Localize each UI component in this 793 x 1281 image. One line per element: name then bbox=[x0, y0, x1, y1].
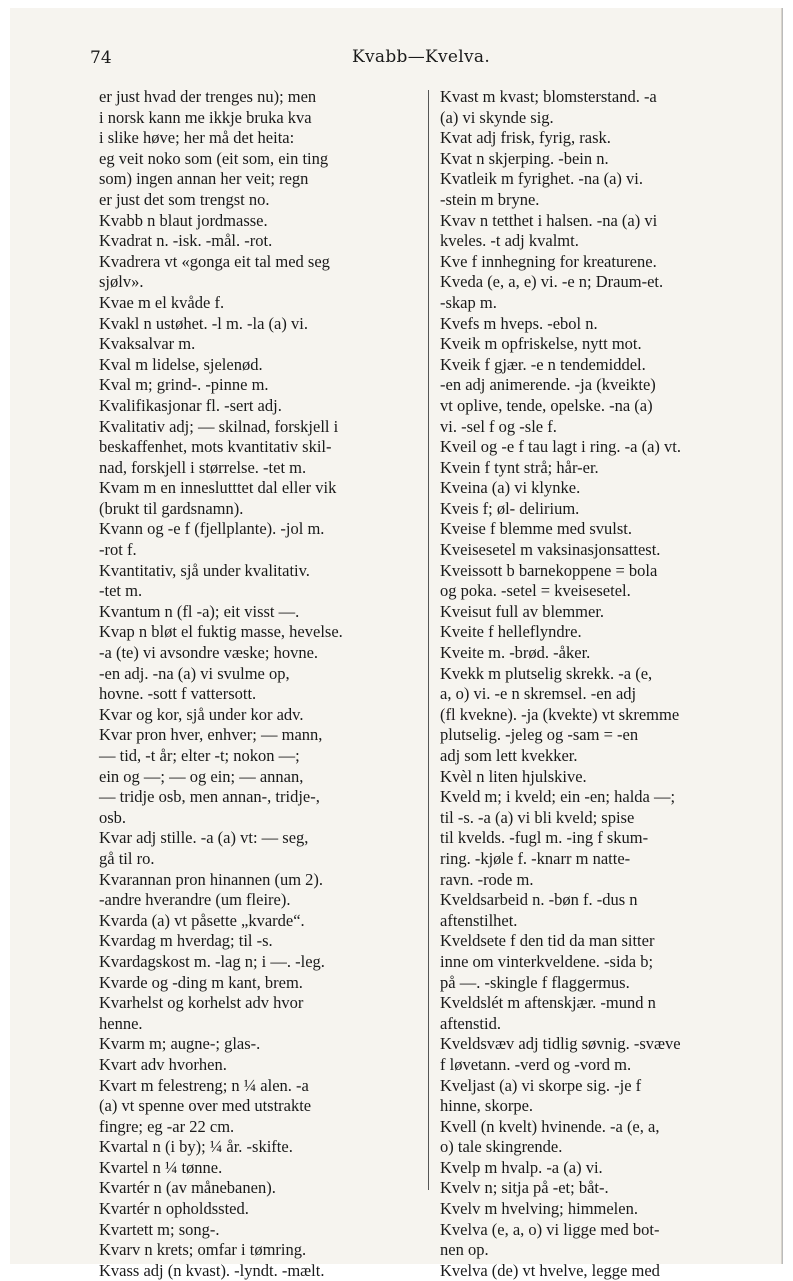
entry-line: ravn. -rode m. bbox=[440, 869, 534, 889]
right-column bbox=[440, 87, 766, 1281]
entry-line: Kvarm m; augne-; glas-. bbox=[99, 1034, 261, 1054]
entry-line: Kvardag m hverdag; til -s. bbox=[99, 931, 273, 951]
entry-line: beskaffenhet, mots kvantitativ skil- bbox=[99, 437, 332, 457]
entry-line: Kvat adj frisk, fyrig, rask. bbox=[440, 128, 611, 148]
entry-line: -en adj. -na (a) vi svulme op, bbox=[99, 663, 290, 683]
entry-line: Kval m; grind-. -pinne m. bbox=[99, 375, 269, 395]
entry-line: (a) vi skynde sig. bbox=[440, 107, 554, 127]
entry-line: Kvae m el kvåde f. bbox=[99, 292, 225, 312]
entry-line: Kveda (e, a, e) vi. -e n; Draum-et. bbox=[440, 272, 664, 292]
entry-line: Kvartett m; song-. bbox=[99, 1219, 220, 1239]
entry-line: Kvarv n krets; omfar i tømring. bbox=[99, 1240, 307, 1260]
entry-line: Kvarde og -ding m kant, brem. bbox=[99, 972, 303, 992]
entry-line: Kveisesetel m vaksinasjonsattest. bbox=[440, 540, 661, 560]
entry-line: Kvekk m plutselig skrekk. -a (e, bbox=[440, 663, 653, 683]
entry-line: -rot f. bbox=[99, 540, 137, 560]
entry-line: kveles. -t adj kvalmt. bbox=[440, 231, 579, 251]
entry-line: Kveite m. -brød. -åker. bbox=[440, 643, 591, 663]
entry-line: Kveldsete f den tid da man sitter bbox=[440, 931, 655, 951]
entry-line: Kvarda (a) vt påsette „kvarde“. bbox=[99, 910, 305, 930]
entry-line: Kvèl n liten hjulskive. bbox=[440, 766, 587, 786]
entry-line: — tid, -t år; elter -t; nokon —; bbox=[99, 746, 300, 765]
entry-line: Kveldslét m aftenskjær. -mund n bbox=[440, 993, 656, 1013]
entry-line: aftenstilhet. bbox=[440, 910, 518, 930]
entry-line: (a) vt spenne over med utstrakte bbox=[99, 1096, 312, 1116]
entry-line: Kvast m kvast; blomsterstand. -a bbox=[440, 87, 657, 106]
entry-line: inne om vinterkveldene. -sida b; bbox=[440, 951, 654, 971]
entry-line: Kvardagskost m. -lag n; i —. -leg. bbox=[99, 951, 325, 971]
entry-line: (fl kvekne). -ja (kvekte) vt skremme bbox=[440, 704, 680, 724]
running-head: Kvabb—Kvelva. bbox=[352, 47, 491, 67]
entry-line: Kvantum n (fl -a); eit visst —. bbox=[99, 601, 300, 621]
entry-line: gå til ro. bbox=[99, 848, 155, 868]
entry-line: -andre hverandre (um fleire). bbox=[99, 890, 291, 910]
entry-line: nad, forskjell i størrelse. -tet m. bbox=[99, 457, 307, 477]
entry-line: Kveik m opfriskelse, nytt mot. bbox=[440, 334, 642, 354]
entry-line: som) ingen annan her veit; regn bbox=[99, 169, 309, 189]
entry-line: Kvart m felestreng; n ¼ alen. -a bbox=[99, 1075, 309, 1095]
entry-line: og poka. -setel = kveisesetel. bbox=[440, 581, 631, 601]
entry-line: fingre; eg -ar 22 cm. bbox=[99, 1116, 235, 1136]
entry-line: -a (te) vi avsondre væske; hovne. bbox=[99, 643, 319, 663]
entry-line: er just hvad der trenges nu); men bbox=[99, 87, 317, 106]
entry-line: Kvelv m hvelving; himmelen. bbox=[440, 1199, 638, 1219]
entry-line: henne. bbox=[99, 1013, 143, 1033]
entry-line: ein og —; — og ein; — annan, bbox=[99, 766, 304, 786]
entry-line: f løvetann. -verd og -vord m. bbox=[440, 1054, 632, 1074]
entry-line: hinne, skorpe. bbox=[440, 1096, 534, 1116]
entry-line: Kvar adj stille. -a (a) vt: — seg, bbox=[99, 828, 309, 848]
entry-line: vi. -sel f og -sle f. bbox=[440, 416, 557, 436]
entry-line: Kveina (a) vi klynke. bbox=[440, 478, 581, 498]
entry-line: Kveldsvæv adj tidlig søvnig. -svæve bbox=[440, 1034, 681, 1054]
entry-line: ring. -kjøle f. -knarr m natte- bbox=[440, 848, 631, 868]
entry-line: Kvell (n kvelt) hvinende. -a (e, a, bbox=[440, 1116, 660, 1136]
entry-line: plutselig. -jeleg og -sam = -en bbox=[440, 725, 639, 745]
entry-line: Kvat n skjerping. -bein n. bbox=[440, 148, 609, 168]
entry-line: i slike høve; her må det heita: bbox=[99, 128, 295, 148]
entry-line: Kveld m; i kveld; ein -en; halda —; bbox=[440, 787, 676, 807]
entry-line: Kvartér n (av månebanen). bbox=[99, 1178, 276, 1198]
entry-line: Kvar pron hver, enhver; — mann, bbox=[99, 725, 323, 745]
entry-line: -en adj animerende. -ja (kveikte) bbox=[440, 375, 656, 395]
entry-line: nen op. bbox=[440, 1240, 489, 1260]
entry-line: o) tale skingrende. bbox=[440, 1137, 563, 1157]
entry-line: i norsk kann me ikkje bruka kva bbox=[99, 107, 312, 127]
entry-line: Kvav n tetthet i halsen. -na (a) vi bbox=[440, 210, 658, 230]
entry-line: Kvartér n opholdssted. bbox=[99, 1199, 249, 1219]
entry-line: Kvatleik m fyrighet. -na (a) vi. bbox=[440, 169, 643, 189]
entry-line: Kveise f blemme med svulst. bbox=[440, 519, 633, 539]
entry-line: eg veit noko som (eit som, ein ting bbox=[99, 148, 329, 168]
entry-line: til kvelds. -fugl m. -ing f skum- bbox=[440, 828, 649, 848]
entry-line: Kvartal n (i by); ¼ år. -skifte. bbox=[99, 1137, 293, 1157]
entry-line: Kveisut full av blemmer. bbox=[440, 601, 605, 621]
entry-line: er just det som trengst no. bbox=[99, 189, 270, 209]
entry-line: Kveissott b barnekoppene = bola bbox=[440, 560, 658, 580]
entry-line: Kvart adv hvorhen. bbox=[99, 1054, 227, 1074]
column-divider bbox=[428, 90, 429, 1190]
entry-line: osb. bbox=[99, 807, 127, 827]
entry-line: Kveil og -e f tau lagt i ring. -a (a) vt. bbox=[440, 437, 681, 457]
entry-line: aftenstid. bbox=[440, 1013, 501, 1033]
entry-line: Kve f innhegning for kreaturene. bbox=[440, 251, 657, 271]
entry-line: Kvelp m hvalp. -a (a) vi. bbox=[440, 1157, 603, 1177]
entry-line: -skap m. bbox=[440, 292, 497, 312]
entry-line: Kvann og -e f (fjellplante). -jol m. bbox=[99, 519, 325, 539]
entry-line: Kvass adj (n kvast). -lyndt. -mælt. bbox=[99, 1260, 325, 1280]
entry-line: vt oplive, tende, opelske. -na (a) bbox=[440, 395, 653, 415]
entry-line: -tet m. bbox=[99, 581, 143, 601]
entry-line: (brukt til gardsnamn). bbox=[99, 498, 244, 518]
entry-line: Kvam m en inneslutttet dal eller vik bbox=[99, 478, 337, 498]
entry-line: på —. -skingle f flaggermus. bbox=[440, 972, 630, 992]
entry-line: Kvein f tynt strå; hår-er. bbox=[440, 457, 599, 477]
entry-line: Kvar og kor, sjå under kor adv. bbox=[99, 704, 304, 724]
entry-line: Kval m lidelse, sjelenød. bbox=[99, 354, 263, 374]
entry-line: — tridje osb, men annan-, tridje-, bbox=[99, 787, 320, 807]
entry-line: Kveldsarbeid n. -bøn f. -dus n bbox=[440, 890, 638, 910]
entry-line: til -s. -a (a) vi bli kveld; spise bbox=[440, 807, 635, 827]
entry-line: a, o) vi. -e n skremsel. -en adj bbox=[440, 684, 637, 704]
entry-line: -stein m bryne. bbox=[440, 189, 540, 209]
entry-line: sjølv». bbox=[99, 272, 144, 292]
entry-line: Kveite f helleflyndre. bbox=[440, 622, 582, 642]
entry-line: hovne. -sott f vattersott. bbox=[99, 684, 257, 704]
entry-line: Kvelv n; sitja på -et; båt-. bbox=[440, 1178, 609, 1198]
entry-line: Kvarhelst og korhelst adv hvor bbox=[99, 993, 304, 1013]
entry-line: Kvartel n ¼ tønne. bbox=[99, 1157, 223, 1177]
entry-line: Kvakl n ustøhet. -l m. -la (a) vi. bbox=[99, 313, 308, 333]
entry-line: Kvefs m hveps. -ebol n. bbox=[440, 313, 598, 333]
entry-line: Kveis f; øl- delirium. bbox=[440, 498, 580, 518]
left-column bbox=[99, 87, 421, 1281]
entry-line: Kvarannan pron hinannen (um 2). bbox=[99, 869, 324, 889]
entry-line: Kvantitativ, sjå under kvalitativ. bbox=[99, 560, 310, 580]
entry-line: Kvaksalvar m. bbox=[99, 334, 196, 354]
entry-line: Kvalifikasjonar fl. -sert adj. bbox=[99, 395, 282, 415]
page-number: 74 bbox=[90, 48, 112, 68]
entry-line: Kvalitativ adj; — skilnad, forskjell i bbox=[99, 416, 339, 436]
entry-line: Kvelva (de) vt hvelve, legge med bbox=[440, 1260, 660, 1280]
entry-line: Kvabb n blaut jordmasse. bbox=[99, 210, 268, 230]
entry-line: Kvadrera vt «gonga eit tal med seg bbox=[99, 251, 330, 271]
entry-line: Kvap n bløt el fuktig masse, hevelse. bbox=[99, 622, 343, 642]
entry-line: adj som lett kvekker. bbox=[440, 746, 578, 765]
entry-line: Kveljast (a) vi skorpe sig. -je f bbox=[440, 1075, 642, 1095]
entry-line: Kvelva (e, a, o) vi ligge med bot- bbox=[440, 1219, 660, 1239]
entry-line: Kveik f gjær. -e n tendemiddel. bbox=[440, 354, 646, 374]
entry-line: Kvadrat n. -isk. -mål. -rot. bbox=[99, 231, 273, 251]
